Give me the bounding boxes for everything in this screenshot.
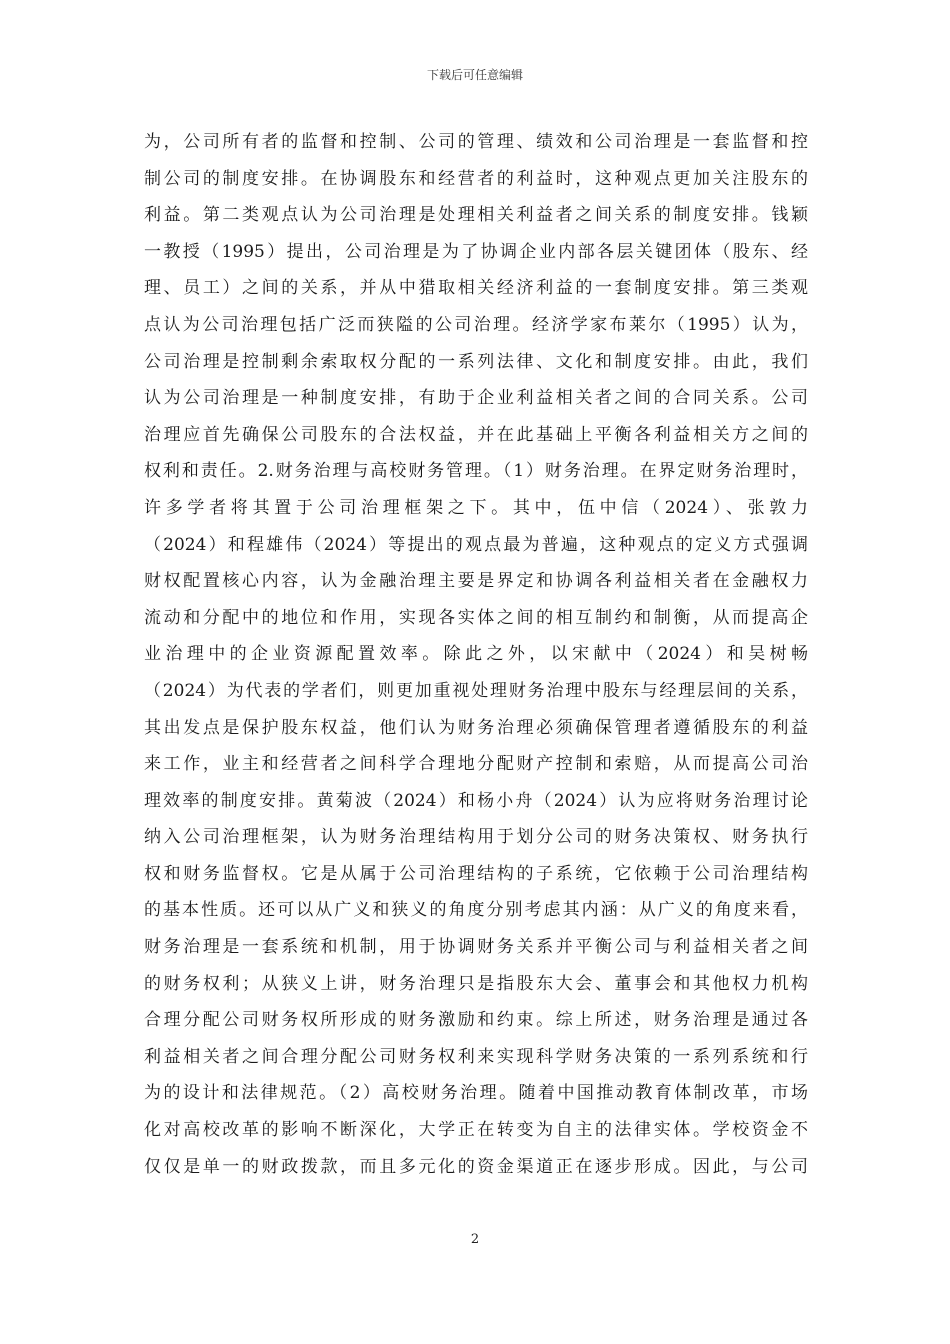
text-line: 为，公司所有者的监督和控制、公司的管理、绩效和公司治理是一套监督和控 [144, 132, 808, 152]
text-line: 纳入公司治理框架，认为财务治理结构用于划分公司的财务决策权、财务执行 [144, 827, 808, 848]
text-line: 其出发点是保护股东权益，他们认为财务治理必须确保管理者遵循股东的利益 [144, 717, 808, 738]
page-number: 2 [470, 1232, 480, 1247]
body-text [144, 124, 808, 1185]
text-line: 的基本性质。还可以从广义和狭义的角度分别考虑其内涵：从广义的角度来看， [144, 900, 808, 921]
text-line: 权利和责任。2.财务治理与高校财务管理。（1）财务治理。在界定财务治理时， [144, 461, 808, 482]
text-line: 合理分配公司财务权所形成的财务激励和约束。综上所述，财务治理是通过各 [144, 1010, 808, 1031]
text-line: 认为公司治理是一种制度安排，有助于企业利益相关者之间的合同关系。公司 [144, 388, 808, 409]
text-line: 治理应首先确保公司股东的合法权益，并在此基础上平衡各利益相关方之间的 [144, 424, 808, 445]
text-line: 利益。第二类观点认为公司治理是处理相关利益者之间关系的制度安排。钱颖 [144, 205, 808, 226]
text-line: （2024）为代表的学者们，则更加重视处理财务治理中股东与经理层间的关系， [144, 680, 808, 701]
text-line: 化对高校改革的影响不断深化，大学正在转变为自主的法律实体。学校资金不 [144, 1120, 808, 1141]
text-line: 为的设计和法律规范。（2）高校财务治理。随着中国推动教育体制改革，市场 [144, 1083, 808, 1104]
text-line: 许多学者将其置于公司治理框架之下。其中，伍中信（2024）、张敦力 [144, 497, 808, 518]
text-line: 理、员工）之间的关系，并从中猎取相关经济利益的一套制度安排。第三类观 [144, 278, 808, 299]
text-line: 制公司的制度安排。在协调股东和经营者的利益时，这种观点更加关注股东的 [144, 168, 808, 189]
text-line: 权和财务监督权。它是从属于公司治理结构的子系统，它依赖于公司治理结构 [144, 863, 808, 884]
page-header: 下载后可任意编辑 [426, 68, 523, 82]
text-line: 财务治理是一套系统和机制，用于协调财务关系并平衡公司与利益相关者之间 [144, 937, 808, 958]
text-line: 点认为公司治理包括广泛而狭隘的公司治理。经济学家布莱尔（1995）认为， [144, 314, 808, 335]
text-line: 财权配置核心内容，认为金融治理主要是界定和协调各利益相关者在金融权力 [144, 571, 808, 592]
text-line: 一教授（1995）提出，公司治理是为了协调企业内部各层关键团体（股东、经 [144, 241, 808, 262]
text-line: 的财务权利；从狭义上讲，财务治理只是指股东大会、董事会和其他权力机构 [144, 973, 808, 994]
text-line: 来工作，业主和经营者之间科学合理地分配财产控制和索赔，从而提高公司治 [144, 754, 808, 775]
text-line: 流动和分配中的地位和作用，实现各实体之间的相互制约和制衡，从而提高企 [144, 607, 808, 628]
text-line: 业治理中的企业资源配置效率。除此之外，以宋献中（2024）和吴树畅 [144, 644, 808, 665]
text-line: （2024）和程雄伟（2024）等提出的观点最为普遍，这种观点的定义方式强调 [144, 534, 808, 555]
text-line: 公司治理是控制剩余索取权分配的一系列法律、文化和制度安排。由此，我们 [144, 351, 808, 372]
text-line: 理效率的制度安排。黄菊波（2024）和杨小舟（2024）认为应将财务治理讨论 [144, 790, 808, 811]
text-line: 利益相关者之间合理分配公司财务权利来实现科学财务决策的一系列系统和行 [144, 1046, 808, 1067]
text-line: 仅仅是单一的财政拨款，而且多元化的资金渠道正在逐步形成。因此，与公司 [144, 1156, 808, 1177]
